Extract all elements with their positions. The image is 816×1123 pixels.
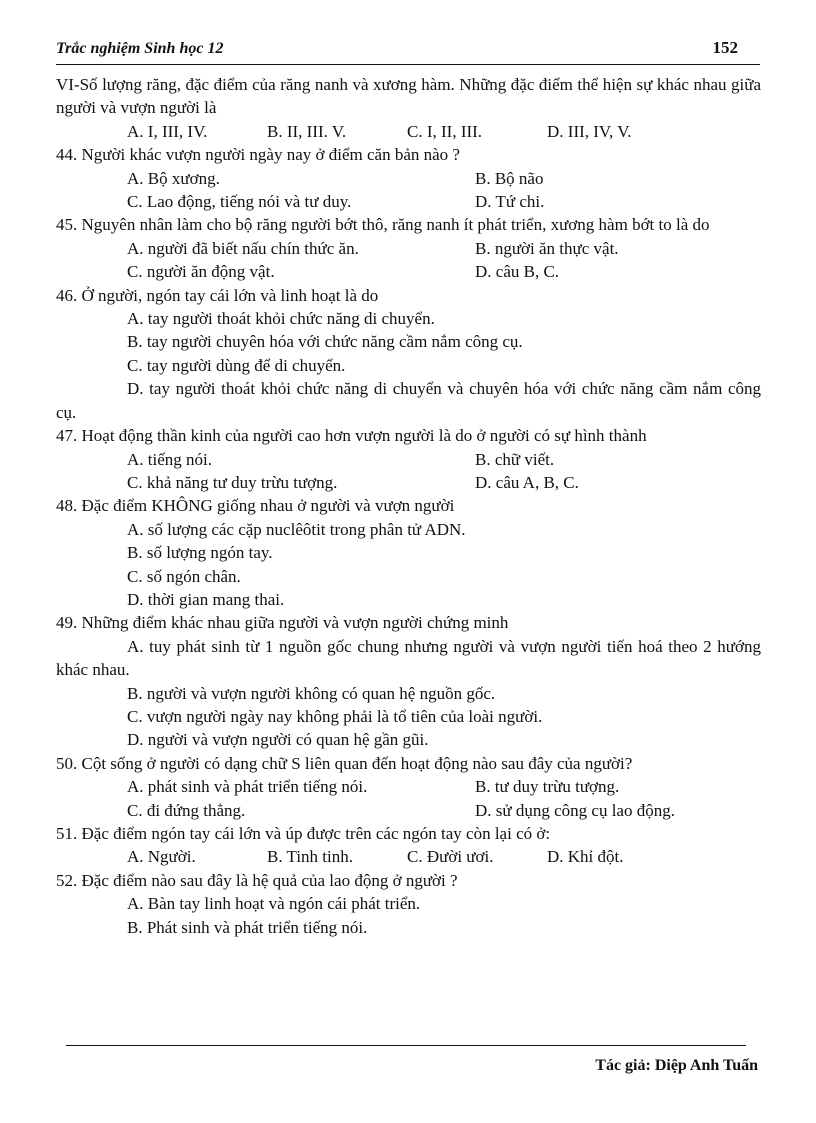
author-credit: Tác giả: Diệp Anh Tuấn (595, 1057, 758, 1074)
intro-text: VI-Số lượng răng, đặc điểm của răng nanh và xương hàm. Những đặc điểm thể hiện sự khác nhau giữa người và vượn người là (56, 75, 761, 118)
option: D. người và vượn người có quan hệ gần gũi. (127, 730, 429, 750)
option: C. số ngón chân. (127, 566, 241, 586)
option: B. chữ viết. (475, 449, 555, 469)
option: B. người và vượn người không có quan hệ nguồn gốc. (127, 683, 496, 703)
options-row (56, 775, 761, 798)
option: A. tiếng nói. (127, 449, 212, 469)
option: C. tay người dùng để di chuyển. (127, 355, 346, 375)
option: A. số lượng các cặp nuclêôtit trong phân tử ADN. (127, 519, 466, 539)
option: B. số lượng ngón tay. (127, 543, 273, 563)
question-50: 50. Cột sống ở người có dạng chữ S liên quan đến hoạt động nào sau đây của người? (56, 753, 633, 773)
option: C. vượn người ngày nay không phải là tổ tiên của loài người. (127, 706, 543, 726)
options-row (56, 845, 761, 868)
option: C. người ăn động vật. (127, 262, 275, 282)
option: C. I, II, III. (407, 121, 483, 141)
option: C. đi đứng thẳng. (127, 800, 246, 820)
options-row (56, 190, 761, 213)
option: A. tay người thoát khỏi chức năng di chuyển. (127, 309, 435, 329)
page-number: 152 (712, 38, 738, 57)
option: D. thời gian mang thai. (127, 589, 285, 609)
option: A. Người. (127, 847, 196, 867)
option: A. I, III, IV. (127, 121, 208, 141)
footer-divider (66, 1045, 746, 1046)
option: B. Tinh tinh. (267, 847, 353, 867)
option: A. Bộ xương. (127, 168, 220, 188)
page-header (56, 36, 760, 65)
question-44: 44. Người khác vượn người ngày nay ở điểm căn bản nào ? (56, 145, 460, 165)
option: C. khả năng tư duy trừu tượng. (127, 472, 338, 492)
options-row (56, 167, 761, 190)
question-46: 46. Ở người, ngón tay cái lớn và linh hoạt là do (56, 285, 379, 305)
question-48: 48. Đặc điểm KHÔNG giống nhau ở người và vượn người (56, 496, 455, 516)
option: B. người ăn thực vật. (475, 238, 619, 258)
intro-options (56, 120, 761, 143)
option: B. Phát sinh và phát triển tiếng nói. (127, 917, 368, 937)
option: D. câu A, B, C. (475, 472, 579, 492)
option: A. tuy phát sinh từ 1 nguồn gốc chung nhưng người và vượn người tiến hoá theo 2 hướng khác nhau. (56, 636, 761, 680)
option: B. II, III. V. (267, 121, 347, 141)
option: A. người đã biết nấu chín thức ăn. (127, 238, 359, 258)
question-52: 52. Đặc điểm nào sau đây là hệ quả của lao động ở người ? (56, 870, 458, 890)
option: A. phát sinh và phát triển tiếng nói. (127, 777, 368, 797)
question-49: 49. Những điểm khác nhau giữa người và vượn người chứng minh (56, 613, 509, 633)
options-row (56, 237, 761, 260)
option: B. tay người chuyên hóa với chức năng cầm nắm công cụ. (127, 332, 523, 352)
question-51: 51. Đặc điểm ngón tay cái lớn và úp được trên các ngón tay còn lại có ở: (56, 824, 551, 843)
options-row (56, 260, 761, 283)
option: D. Tứ chi. (475, 192, 545, 212)
option: D. sử dụng công cụ lao động. (475, 800, 675, 820)
option: C. Lao động, tiếng nói và tư duy. (127, 192, 352, 212)
options-row (56, 471, 761, 494)
option: B. Bộ não (475, 168, 544, 188)
option: D. III, IV, V. (547, 121, 632, 141)
options-row (56, 799, 761, 822)
question-list (56, 73, 761, 939)
option: A. Bàn tay linh hoạt và ngón cái phát triển. (127, 894, 421, 914)
header-title: Trắc nghiệm Sinh học 12 (56, 40, 224, 57)
option: D. câu B, C. (475, 262, 560, 282)
question-45: 45. Nguyên nhân làm cho bộ răng người bớt thô, răng nanh ít phát triển, xương hàm bớt to là do (56, 215, 710, 235)
option: D. Khỉ đột. (547, 847, 624, 867)
options-row (56, 448, 761, 471)
option: D. tay người thoát khỏi chức năng di chuyển và chuyên hóa với chức năng cầm nắm công cụ. (56, 379, 761, 422)
option: B. tư duy trừu tượng. (475, 777, 620, 797)
question-47: 47. Hoạt động thần kinh của người cao hơn vượn người là do ở người có sự hình thành (56, 426, 647, 446)
option: C. Đười ươi. (407, 847, 494, 867)
